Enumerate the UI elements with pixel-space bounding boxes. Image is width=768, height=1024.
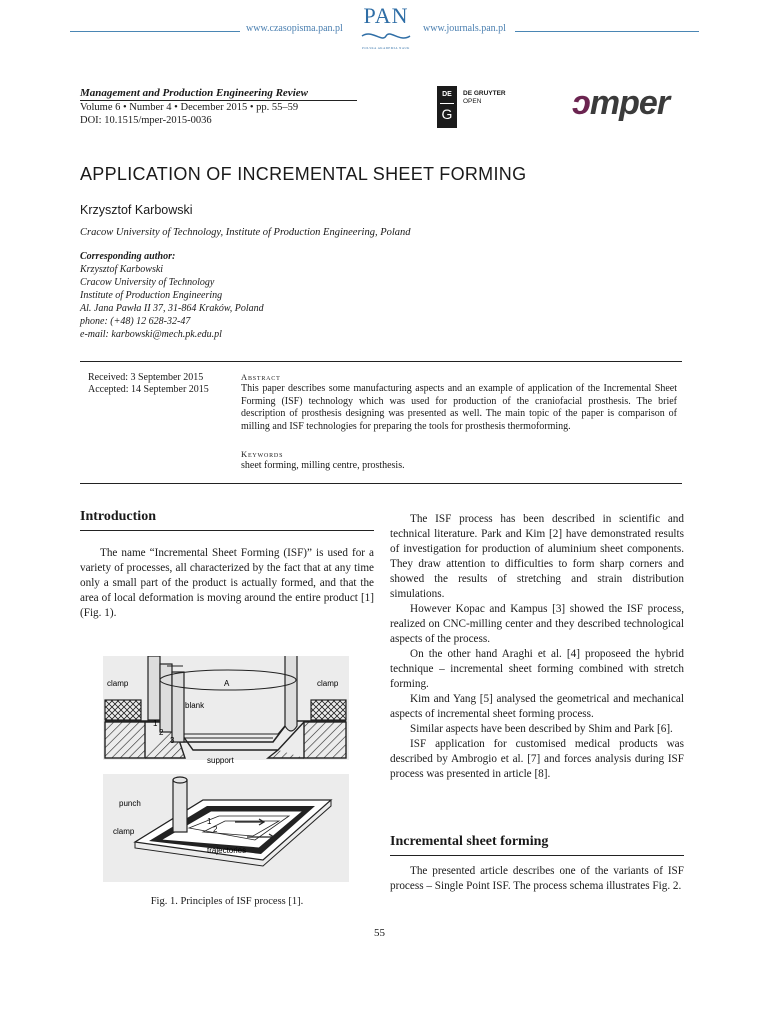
label-support: support	[207, 756, 234, 765]
label-punch: punch	[119, 799, 141, 808]
corresponding-line: Al. Jana Pawła II 37, 31-864 Kraków, Poland	[80, 303, 264, 314]
de-gruyter-mark	[437, 86, 457, 128]
publisher-name: DE GRUYTER	[463, 90, 506, 97]
isf-section-heading-rule	[390, 855, 684, 856]
journal-name: Management and Production Engineering Review	[80, 87, 308, 99]
right-clamp	[311, 700, 346, 720]
label-n3: 3	[170, 736, 175, 745]
mper-logo	[572, 84, 669, 123]
isf-section-heading: Incremental sheet forming	[390, 834, 549, 849]
paragraph: The ISF process has been described in scientific and technical literature. Park and Kim [2] have demonstrated results of investigation for production of aluminium sheet components. They draw attention to difficulties to form sharp corners and showed the results of stretching and strain distribution simulations.	[390, 513, 684, 600]
left-clamp	[105, 700, 141, 720]
label-a: A	[224, 679, 230, 688]
introduction-heading: Introduction	[80, 509, 156, 524]
pan-logo	[356, 4, 416, 50]
label-n1: 1	[153, 719, 158, 728]
corresponding-line: Cracow University of Technology	[80, 277, 215, 288]
accepted-date: Accepted: 14 September 2015	[88, 384, 209, 395]
tool-right	[285, 656, 297, 731]
pan-logo-subtext: POLSKA AKADEMIA NAUK	[362, 46, 410, 50]
punch-top	[173, 777, 187, 783]
figure-1	[103, 656, 349, 888]
keywords-text: sheet forming, milling centre, prosthesis.	[241, 460, 405, 471]
corresponding-author-block	[80, 250, 264, 341]
corresponding-line: Krzysztof Karbowski	[80, 264, 164, 275]
tool-left-1	[148, 656, 160, 720]
paragraph: Kim and Yang [5] analysed the geometrical and mechanical aspects of incremental sheet forming process.	[390, 693, 684, 720]
paragraph: However Kopac and Kampus [3] showed the ISF process, realized on CNC-milling center and they described technological aspects of the process.	[390, 603, 684, 645]
label-n2: 2	[159, 728, 164, 737]
label-blank: blank	[185, 701, 205, 710]
header-rule-left	[70, 31, 240, 32]
pan-logo-swirl-icon	[356, 31, 416, 41]
header-left-link[interactable]: www.czasopisma.pan.pl	[246, 23, 343, 34]
corresponding-line: phone: (+48) 12 628-32-47	[80, 316, 191, 327]
mper-logo-mark-icon: ɔ	[572, 84, 590, 122]
abstract-rule-top	[80, 361, 682, 362]
label-clamp-right: clamp	[317, 679, 339, 688]
article-title: APPLICATION OF INCREMENTAL SHEET FORMING	[80, 164, 527, 184]
journal-issue-info	[80, 101, 298, 127]
de-gruyter-mark-top: DE	[442, 91, 452, 98]
paragraph: Similar aspects have been described by Shim and Park [6].	[410, 723, 673, 735]
right-column-text	[390, 512, 684, 782]
label-clamp-bottom: clamp	[113, 827, 135, 836]
received-date: Received: 3 September 2015	[88, 372, 204, 383]
tool-left-3	[172, 672, 184, 742]
publisher-sub: OPEN	[463, 98, 482, 105]
abstract-rule-bottom	[80, 483, 682, 484]
de-gruyter-wordmark	[463, 90, 506, 106]
punch-tool	[173, 780, 187, 832]
label-t1: 1	[207, 817, 212, 826]
abstract-text: This paper describes some manufacturing aspects and an example of application of the Incremental Sheet Forming (ISF) technology which was used for production of the craniofacial prosthesis. The brief description of prosthesis designing was presented as well. The main topic of the paper is comparison of milling and ISF technologies for preparing the tools for prosthesis thermoforming.	[241, 383, 677, 432]
corresponding-email[interactable]: e-mail: karbowski@mech.pk.edu.pl	[80, 329, 222, 340]
isf-section-text	[390, 864, 684, 894]
paragraph: The name “Incremental Sheet Forming (ISF)” is used for a variety of processes, all characterized by the fact that at any time only a small part of the product is actually formed, and that the area of local deformation is moving around the entire product [1] (Fig. 1).	[80, 547, 374, 619]
paragraph: The presented article describes one of the variants of ISF process – Single Point ISF. The process schema illustrates Fig. 2.	[390, 865, 684, 892]
introduction-heading-rule	[80, 530, 374, 531]
volume-line: Volume 6 • Number 4 • December 2015 • pp. 55–59	[80, 102, 299, 113]
pan-logo-text: PAN	[363, 3, 409, 28]
label-trajectories: trajectories	[207, 846, 247, 855]
paragraph: On the other hand Araghi et al. [4] proposeed the hybrid technique – incremental sheet forming combined with stretch forming.	[390, 648, 684, 690]
header-rule-right	[515, 31, 699, 32]
keywords-heading: Keywords	[241, 449, 284, 459]
article-affiliation: Cracow University of Technology, Institute of Production Engineering, Poland	[80, 227, 411, 238]
figure-1-drawing	[103, 656, 349, 888]
page-number: 55	[374, 927, 385, 939]
figure-1-caption: Fig. 1. Principles of ISF process [1].	[150, 896, 304, 907]
introduction-text	[80, 546, 374, 621]
article-author: Krzysztof Karbowski	[80, 203, 193, 217]
corresponding-author-label: Corresponding author:	[80, 251, 176, 262]
right-support-block	[304, 722, 346, 758]
doi-line[interactable]: DOI: 10.1515/mper-2015-0036	[80, 115, 212, 126]
de-gruyter-mark-bottom: G	[441, 106, 453, 122]
abstract-heading: Abstract	[241, 372, 281, 382]
mper-logo-text: mper	[589, 84, 670, 122]
article-dates	[88, 372, 209, 396]
paragraph: ISF application for customised medical products was described by Ambrogio et al. [7] and forces analysis during ISF process was presented in article [8].	[390, 738, 684, 780]
header-right-link[interactable]: www.journals.pan.pl	[423, 23, 506, 34]
corresponding-line: Institute of Production Engineering	[80, 290, 223, 301]
label-clamp-left: clamp	[107, 679, 129, 688]
left-support-block	[105, 722, 145, 758]
label-t2: 2	[213, 825, 218, 834]
